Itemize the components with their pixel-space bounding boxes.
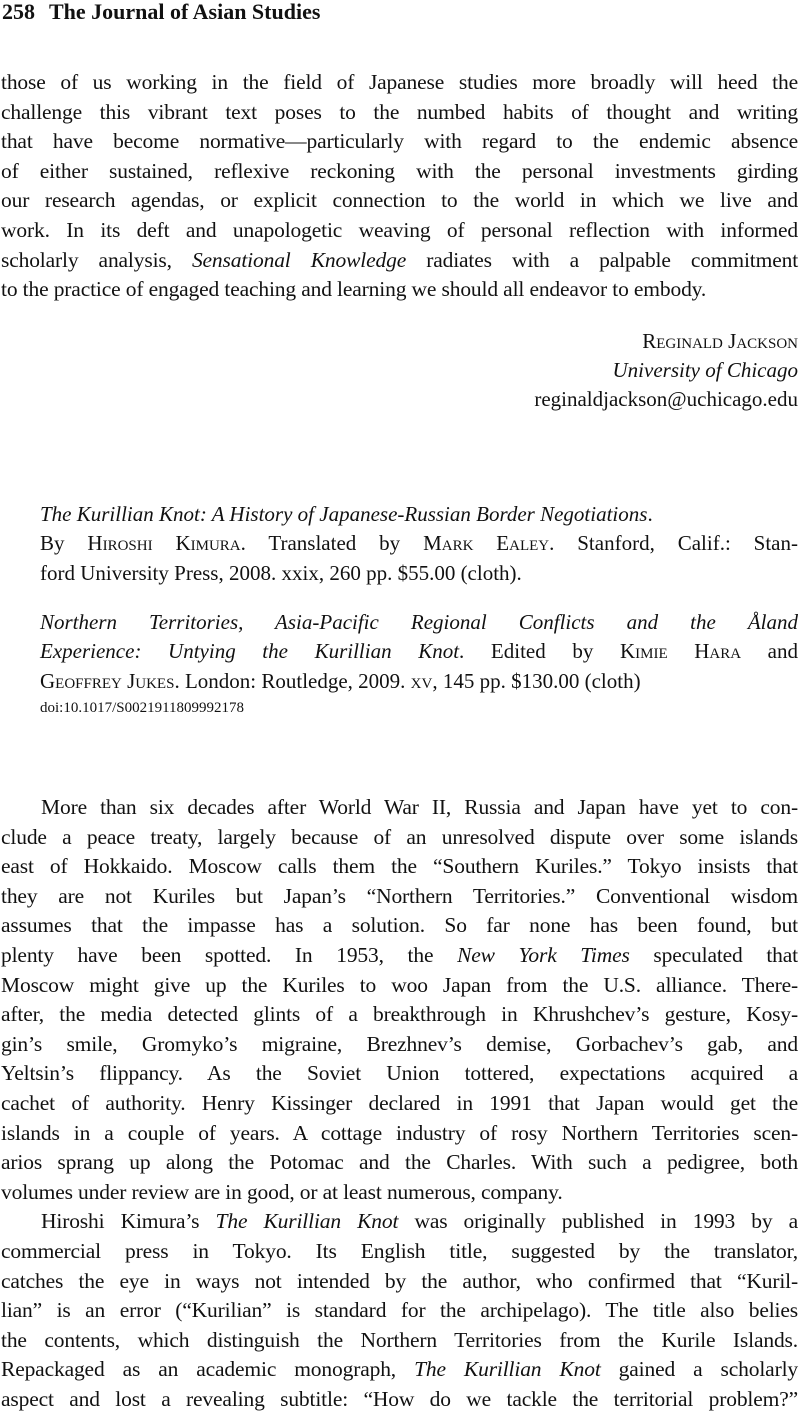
text-line: cachet of authority. Henry Kissinger declared in 1991 that Japan would get the — [1, 1090, 798, 1115]
text-line: gin’s smile, Gromyko’s migraine, Brezhnev’s demise, Gorbachev’s gab, and — [1, 1031, 798, 1056]
text-line: they are not Kuriles but Japan’s “Northern Territories.” Conventional wisdom — [1, 883, 798, 908]
newspaper-title-italic: New York Times — [457, 942, 630, 967]
text-line: Moscow might give up the Kuriles to woo Japan from the U.S. alliance. There- — [1, 972, 798, 997]
text-line: lian” is an error (“Kurilian” is standard for the archipelago). The title also belies — [1, 1298, 798, 1323]
punctuation: . — [647, 502, 653, 526]
review-body — [1, 793, 798, 1414]
text-line: our research agendas, or explicit connection to the world in which we live and — [1, 188, 798, 213]
citation-editor: Kimie Hara — [619, 639, 742, 664]
text-run: . London: Routledge, 2009. — [174, 668, 411, 693]
text-run: By — [40, 531, 88, 556]
text-line — [1, 246, 798, 276]
text-line: assumes that the impasse has a solution. So far none has been found, but — [1, 913, 798, 938]
citation-title: The Kurillian Knot: A History of Japanese-Russian Border Negotiations — [40, 502, 648, 526]
text-run: . Stanford, Calif.: Stan- — [549, 531, 798, 556]
text-line: after, the media detected glints of a breakthrough in Khrushchev’s gesture, Kosy- — [1, 1002, 798, 1027]
text-line: to the practice of engaged teaching and learning we should all endeavor to embody. — [1, 277, 707, 302]
text-line: the contents, which distinguish the Northern Territories from the Kurile Islands. — [1, 1327, 798, 1352]
reviewer-name: Reginald Jackson — [642, 329, 798, 353]
text-line — [1, 1207, 798, 1237]
text-line — [1, 1355, 798, 1385]
citation-line — [40, 500, 798, 529]
text-run: . Translated by — [240, 531, 424, 556]
book-title-italic: Sensational Knowledge — [191, 247, 407, 272]
reviewer-signature — [534, 327, 798, 414]
citation-line: ford University Press, 2008. xxix, 260 pp. $55.00 (cloth). — [40, 560, 522, 585]
text-run: , 145 pp. $130.00 (cloth) — [432, 668, 641, 693]
text-run: speculated that — [629, 942, 798, 967]
text-line: More than six decades after World War II, Russia and Japan have yet to con- — [41, 795, 798, 819]
text-run: Repackaged as an academic monograph, — [1, 1357, 415, 1382]
citation-author: Hiroshi Kimura — [87, 531, 241, 556]
roman-page-count: xv — [410, 668, 433, 693]
text-line: challenge this vibrant text poses to the numbed habits of thought and writing — [1, 99, 798, 124]
text-line: islands in a couple of years. A cottage industry of rosy Northern Territories scen- — [1, 1120, 798, 1145]
text-run: Hiroshi Kimura’s — [41, 1209, 216, 1234]
book-title-italic: The Kurillian Knot — [414, 1357, 601, 1382]
text-line: that have become normative—particularly with regard to the endemic absence — [1, 129, 798, 154]
doi-link[interactable]: doi:10.1017/S0021911809992178 — [40, 700, 245, 716]
text-line: Yeltsin’s flippancy. As the Soviet Union tottered, expectations acquired a — [1, 1061, 798, 1086]
text-line: aspect and lost a revealing subtitle: “How do we tackle the territorial problem?” — [1, 1386, 798, 1411]
citation-line — [40, 529, 798, 558]
page-number: 258 — [2, 0, 35, 24]
previous-review-paragraph — [1, 68, 798, 305]
reviewer-affiliation: University of Chicago — [612, 358, 798, 382]
reviewer-email: reginaldjackson@uchicago.edu — [534, 387, 798, 411]
citation-translator: Mark Ealey — [423, 531, 550, 556]
text-run: . Edited by — [459, 639, 620, 664]
text-line: clude a peace treaty, largely because of an unresolved dispute over some islands — [1, 824, 798, 849]
text-line: those of us working in the field of Japanese studies more broadly will heed the — [1, 70, 798, 94]
book-citation-2 — [40, 608, 798, 696]
text-line: catches the eye in ways not intended by the author, who confirmed that “Kuril- — [1, 1268, 798, 1293]
citation-line — [40, 637, 798, 666]
book-title-italic: The Kurillian Knot — [215, 1209, 399, 1234]
citation-title-line: Northern Territories, Asia-Pacific Regional Conflicts and the Åland — [40, 610, 798, 634]
book-citation-1 — [40, 500, 798, 588]
citation-editor: Geoffrey Jukes — [40, 668, 175, 693]
text-line: commercial press in Tokyo. Its English title, suggested by the translator, — [1, 1238, 798, 1263]
text-line: of either sustained, reflexive reckoning with the personal investments girding — [1, 158, 798, 183]
text-line: work. In its deft and unapologetic weaving of personal reflection with informed — [1, 217, 798, 242]
running-head — [2, 0, 320, 26]
text-line: volumes under review are in good, or at least numerous, company. — [1, 1179, 563, 1204]
text-line: arios sprang up along the Potomac and the Charles. With such a pedigree, both — [1, 1150, 798, 1175]
text-run: radiates with a palpable commitment — [406, 247, 799, 272]
text-run: scholarly analysis, — [1, 247, 192, 272]
citation-title: Experience: Untying the Kurillian Knot — [40, 639, 460, 664]
text-line: east of Hokkaido. Moscow calls them the “Southern Kuriles.” Tokyo insists that — [1, 854, 798, 879]
text-run: plenty have been spotted. In 1953, the — [1, 942, 458, 967]
citation-line — [40, 667, 798, 696]
text-run: and — [741, 639, 798, 664]
text-line — [1, 941, 798, 971]
journal-title: The Journal of Asian Studies — [49, 0, 321, 24]
text-run: was originally published in 1993 by a — [398, 1209, 798, 1234]
text-run: gained a scholarly — [600, 1357, 799, 1382]
